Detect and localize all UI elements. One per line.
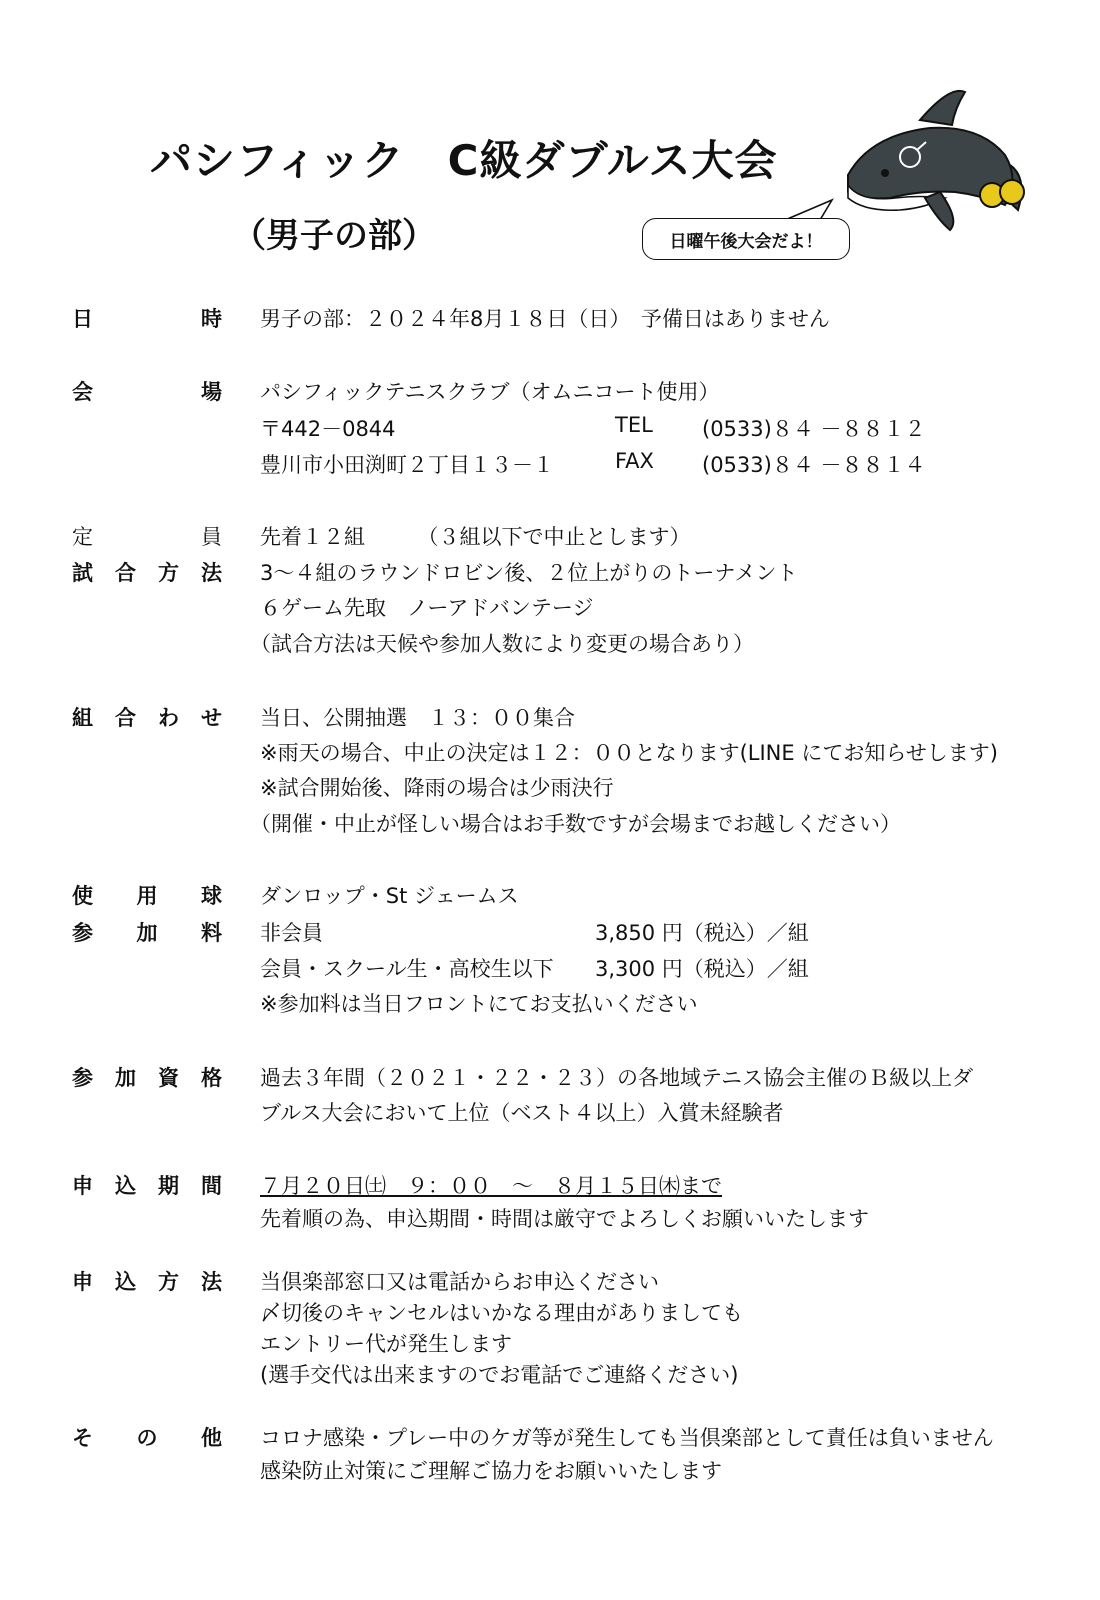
eligibility-line-2: ブルス大会において上位（ベスト４以上）入賞未経験者 [260,1101,784,1125]
fax-number: (0533)８４ －８８１４ [702,453,926,477]
match-format-line-2: ６ゲーム先取 ノーアドバンテージ [260,596,594,620]
label-capacity: 定 員 [72,525,222,549]
entry-period-dates: ７月２０日㈯ ９：００ ～ ８月１５日㈭まで [260,1174,722,1198]
page-title: パシフィック C級ダブルス大会 [150,136,778,185]
match-format-line-1: 3～４組のラウンドロビン後、２位上がりのトーナメント [260,561,798,585]
venue-zip: 〒442－0844 [260,417,396,441]
fee-note: ※参加料は当日フロントにてお支払いください [260,992,698,1016]
label-entry-period: 申 込 期 間 [72,1174,222,1198]
fee-2-label: 会員・スクール生・高校生以下 [260,957,554,981]
label-eligibility: 参 加 資 格 [72,1066,222,1090]
entry-period-note: 先着順の為、申込期間・時間は厳守でよろしくお願いいたします [260,1207,869,1231]
speech-bubble: 日曜午後大会だよ！ [642,218,850,260]
datetime-text: 男子の部：２０２４年8月１８日（日） 予備日はありません [260,307,830,331]
other-line-2: 感染防止対策にご理解ご協力をお願いいたします [260,1459,722,1483]
other-line-1: コロナ感染・プレー中のケガ等が発生しても当倶楽部として責任は負いません [260,1426,994,1450]
label-entry-method: 申 込 方 法 [72,1270,222,1294]
venue-address: 豊川市小田渕町２丁目１３－１ [260,453,554,477]
match-format-note: （試合方法は天候や参加人数により変更の場合あり） [250,632,754,656]
label-match-format: 試 合 方 法 [72,561,222,585]
label-draw: 組 合 わ せ [72,706,222,730]
page-subtitle: （男子の部） [232,216,436,256]
entry-method-line-3: エントリー代が発生します [260,1332,512,1356]
fee-2-value: 3,300 円（税込）／組 [595,957,809,981]
venue-name: パシフィックテニスクラブ（オムニコート使用） [260,380,720,404]
tel-label: TEL [615,413,653,437]
capacity-text: 先着１２組 （３組以下で中止とします） [260,525,691,549]
draw-note: （開催・中止が怪しい場合はお手数ですが会場までお越しください） [250,812,901,836]
fax-label: FAX [615,449,654,473]
entry-method-line-1: 当倶楽部窓口又は電話からお申込ください [260,1270,659,1294]
eligibility-line-1: 過去３年間（２０２１・２２・２３）の各地域テニス協会主催のＢ級以上ダ [260,1066,974,1090]
label-ball: 使 用 球 [72,884,222,908]
label-other: そ の 他 [72,1426,222,1450]
label-datetime: 日 時 [72,307,222,331]
fee-1-value: 3,850 円（税込）／組 [595,921,809,945]
fee-1-label: 非会員 [260,921,323,945]
draw-line-2: ※雨天の場合、中止の決定は１２：００となります(LINE にてお知らせします) [260,741,998,765]
tel-number: (0533)８４ －８８１２ [702,417,926,441]
ball-text: ダンロップ・St ジェームス [260,884,519,908]
draw-line-1: 当日、公開抽選 １３：００集合 [260,706,575,730]
entry-method-note: (選手交代は出来ますのでお電話でご連絡ください) [260,1363,739,1387]
label-fee: 参 加 料 [72,921,222,945]
draw-line-3: ※試合開始後、降雨の場合は少雨決行 [260,776,614,800]
label-venue: 会 場 [72,380,222,404]
entry-method-line-2: 〆切後のキャンセルはいかなる理由がありましても [260,1301,743,1325]
